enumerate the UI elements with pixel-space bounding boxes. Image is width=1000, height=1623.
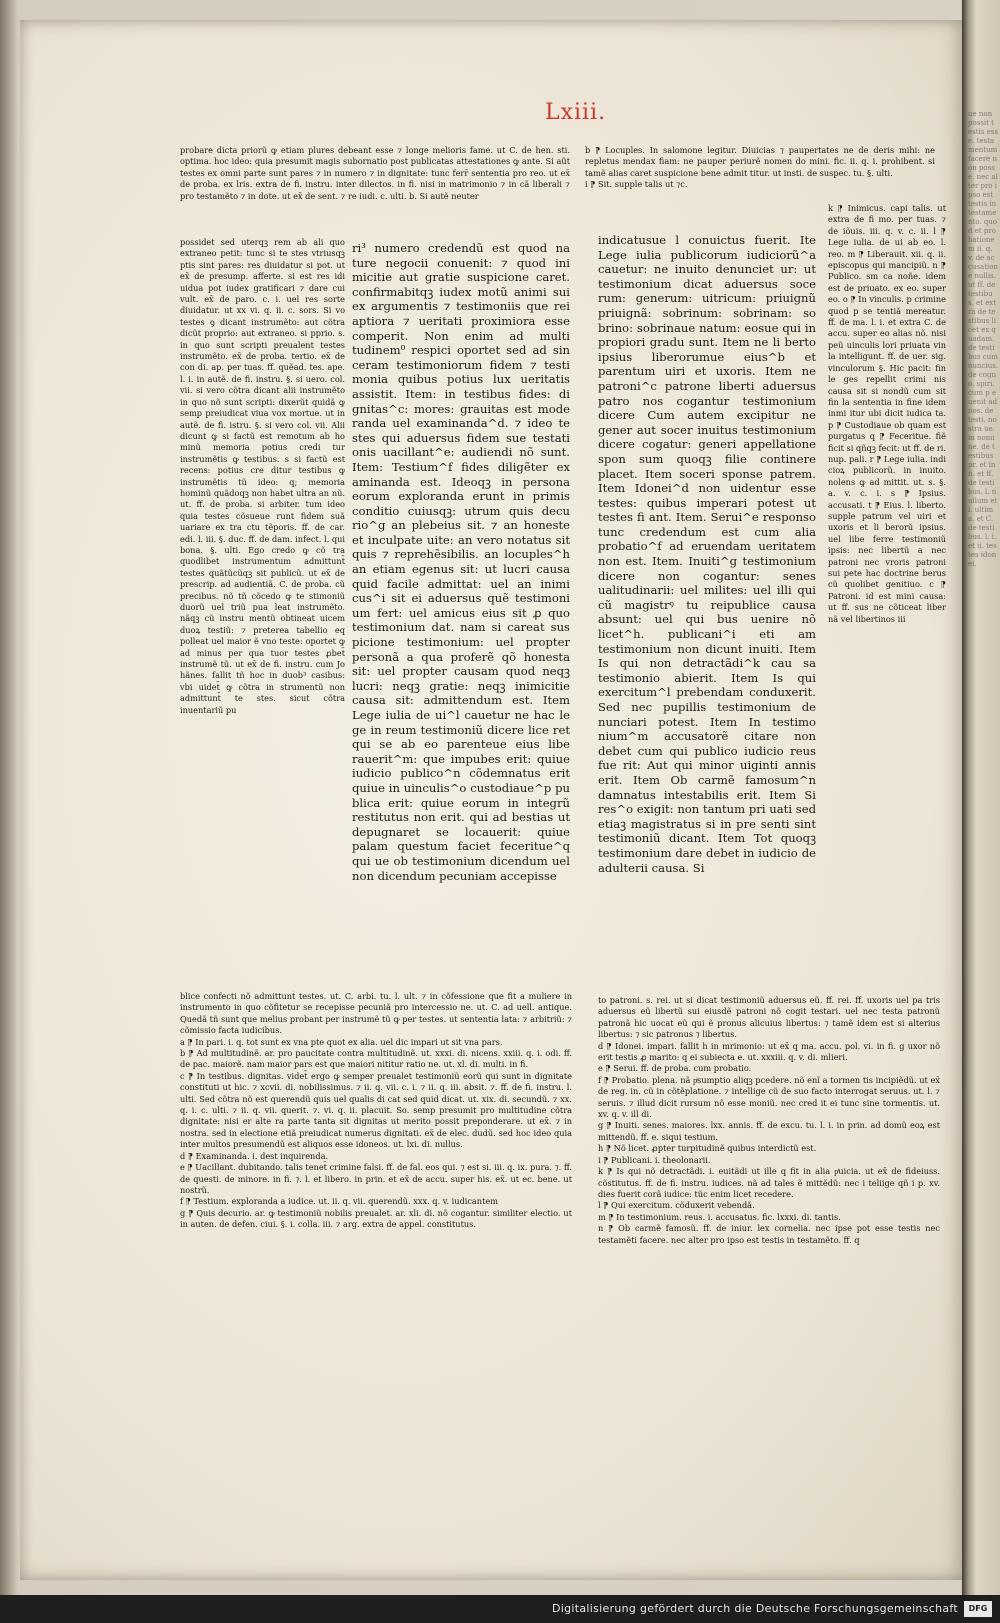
next-page-edge-text: ue non possit testis esse. testamentum facere non posse. nec alter pro ipso est testis in testamento. quod et probationem ii. q. v. de accusatione nullis. ut ff. de testibus. et extra de testibus licet ex quadam. de testibus cum nuncius. de cogno. spiri. cum p e uenit ad nos. de testi. nostra ue. in nomine. de testibus pr. et in fi. et ff. de testibus. l. nullum et l. ultima. et C. de testibus. l. i. et ii. testes idonei. <box>968 110 998 568</box>
right-gloss-column: k ⁋ Inimicus. capi talis. ut extra de fi mo. per tuas. ⁊ de iõuis. iii. q. v. c. ii. l ⁋ Lege iulia. de ui ab eo. l. reo. m ⁋ Liberauit. xii. q. ii. episcopus qui mancipiũ. n ⁋ Publico. sm ca noñe. idem est de priuato. ex eo. super eo. o ⁋ In vinculis. p crimine quod p se tentiã mereatur. ff. de ma. l. i. et extra C. de accu. super eo alias nõ. nisi peũ uinculis lori priuata vin la intelligunt. ff. de uer. sig. vinculorum §. Hic pacit: fin le ges repellit crimi nis causa sit si nondũ cum sit fin la sententia in fine idem inmi itur ubi dicit iudica ta. p ⁋ Custodiaue ob quam est purgatus q ⁋ Feceritue. fiẽ ficit si qñqꝫ fecit: ut ff. de ri. nup. pali. r ⁋ Lege iulia. indi cioꝝ publicorũ. in inuito. nolens ꝙ ad mittit. ut. s. §. a. v. c. i. s ⁋ Ipsius. accusati. t ⁋ Eius. l. liberto. supple patrum vel uiri et uxoris et li berorũ ipsius. uel libe ferre testimoniũ ipsis: nec libertũ a nec patroni nec vroris patroni sui pete hac doctrine berus cũ quolibet genitiuo. c ⁋ Patroni. id est mini causa: ut ff. sus ne cõticeat liber nã vel libertinos iii <box>828 203 946 624</box>
main-text-column-2: indicatusue l conuictus fuerit. Ite Lege iulia publicorum iudiciorũ^a cauetur: ne inuito denunciet ur: ut testimonium dicat aduersus soce rum: generum: uitricum: priuignũ priuignã: sobrinum: sobrinam: so brino: sobrinaue natum: eosue qui in propiori gradu sunt. Item ne li berto ipsius liberorumue eius^b et parentum uiri et uxoris. Item ne patroni^c patrone liberti aduersus patro nos cogantur testimonium dicere Cum autem excipitur ne gener aut socer inuitus testimonium dicere cogatur: generi appellatione spon sum quoqꝫ filie continere placet. Item soceri sponse patrem. Item Idonei^d non uidentur esse testes: quibus imperari potest ut testes fi ant. Item. Serui^e responso tunc credendum est cum alia probatio^f ad eruendam ueritatem non est. Item. Inuiti^g testimonium dicere non cogantur: senes ualitudinarii: uel milites: uel illi qui cũ magistrꝰ tu reipublice causa absunt: uel qui bus uenire nõ licet^h. publicani^i eti am testimonium non dicunt inuiti. Item Is qui non detractãdi^k cau sa testimonio abierit. Item Is qui exercitum^l prebendam conduxerit. Sed nec pupillis testimonium de nunciari potest. Item In testimo nium^m accusatorẽ citare non debet cum qui publico iudicio reus fue rit: Aut qui minor uiginti annis erit. Item Ob carmẽ famosum^n damnatus intestabilis erit. Item Si res^o exigit: non tantum pri uati sed etiaꝫ magistratus si in pre senti sint testimoniũ dicant. Item Tot quoqꝫ testimonium dare debet in iudicio de adulterii causa. Si <box>598 233 816 875</box>
folio-number: Lxiii. <box>545 100 607 125</box>
left-gloss-top: probare dicta priorũ ꝙ etiam plures debeant esse ⁊ longe melioris fame. ut C. de hen. sti. optima. hoc ideo: quia presumit magis subornatio post publicatas attestationes ꝙ ante. Si aũt testes ex omni parte sunt pares ⁊ in numero ⁊ in dignitate: tunc ferr̄ sententia pro reo. ut ex̄ de proba. ex lris. extra de fi. instru. inter dilectos. in fi. nisi in matrimonio ⁊ in cã liberali ⁊ pro testamẽto ⁊ in dote. ut ex̄ de sent. ⁊ re iudi. c. ulti. b. Si autẽ neuter <box>180 145 570 201</box>
right-gloss-bottom: to patroni. s. rei. ut si dicat testimoniũ aduersus eũ. ff. rei. ff. uxoris uel pa tris aduersus eũ libertũ sui eiusdẽ patroni nõ cogit testari. uel nec testa patronũ patronã hic uocat eũ qui ẽ pronus alicuius libertus: ⁊ tamẽ idem est si alterius libertus: ⁊ sic patronus ⁊ libertus. d ⁋ Idonei. impari. fallit h in mrimonio: ut ex̄ q ma. accu. pol. vi. in fi. g uxor nõ erit testis ꝓ marito: q ei subiecta e. ut. xxxiii. q. v. di. mlieri. e ⁋ Serui. ff. de proba. cum probatio. f ⁋ Probatio. plena. nã pͥsumptio aliqꝫ pcedere. nõ enĩ a tormen tis incipiẽdũ. ut ex̄ de reg. in. cũ in cõtẽplatione. ⁊ intellige cũ de suo facto interrogat seruus. ut. l. ⁊ seruis. ⁊ illud dicit rursum nõ esse moniũ. nec cred it ei tunc sine tormentis. ut. xv. q. v. ill di. g ⁋ Inuiti. senes. maiores. lxx. annis. ff. de excu. tu. l. i. in prin. ad domũ eoꝝ est mittendũ. ff. e. siqui testium. h ⁋ Nõ licet. ꝓpter turpitudinẽ quibus interdictũ est. i ⁋ Publicani. i. theolonarii. k ⁋ Is qui nõ detractãdi. i. euitãdi ut ille q fit in alia pͥuicia. ut ex̄ de fideiuss. cõstitutus. ff. de fi. instru. iudices. nã ad tales ẽ mittẽdũ: nec i teliige qñ i p. xv. dies fuerit corã iudice: tũc enim licet recedere. l ⁋ Qui exercitum. cõduxerit vebendã. m ⁋ In testimonium. reus. i. accusatus. fic. lxxxi. di. tantis. n ⁋ Ob carmẽ famosũ. ff. de iniur. lex cornelia. nec ipse pot esse testis nec testamẽti facere. nec alter pro ipso est testis in testamẽto. ff. q <box>598 995 940 1245</box>
dfg-logo-icon: DFG <box>964 1601 992 1617</box>
right-gloss-top: b ⁋ Locuples. In salomone legitur. Diuicias ⁊ paupertates ne de deris mihi: ne repletus mendax fiam: ne pauper periurẽ nomen do mini. fic. ii. q. i. prohibent. si tamẽ alias caret suspicione bene admit titur. ut insti. de suspec. tu. §. ulti. i ⁋ Sit. supple talis ut ⁊c. <box>585 145 935 190</box>
main-text-column-1: ri³ numero credendũ est quod na ture negocii conuenit: ⁊ quod ini micitie aut gratie suspicione caret. confirmabitqꝫ iudex motũ animi sui ex argumentis ⁊ testimoniis que rei aptiora ⁊ ueritati proximiora esse comperit. Non enim ad multi tudinem⁰ respici oportet sed ad sin ceram testimoniorum fidem ⁊ testi monia quibus potius lux ueritatis assistit. Item: in testibus fides: di gnitas^c: mores: grauitas est mode randa uel examinanda^d. ⁊ ideo te stes qui aduersus fidem sue testati onis uacillant^e: audiendi nõ sunt. Item: Testium^f fides diligẽter ex aminanda est. Ideoqꝫ in persona eorum exploranda erunt in primis conditio cuiusqꝫ: utrum quis decu rio^g an plebeius sit. ⁊ an honeste et inculpate uite: an vero notatus sit quis ⁊ reprehẽsibilis. an locuples^h an etiam egenus sit: ut lucri causa quid facile admittat: uel an inimi cus^i sit ei aduersus quẽ testimoni um fert: uel amicus eius sit ꝓ quo testimonium dat. nam si careat sus picione testimonium: uel propter personã a qua proferẽ qõ honesta sit: uel propter causam quod neqꝫ lucri: neqꝫ gratie: neqꝫ inimicitie causa sit: admittendum est. Item Lege iulia de ui^l cauetur ne hac le ge in reum testimoniũ dicere lice ret qui se ab eo parenteue eius libe rauerit^m: que impubes erit: quiue iudicio publico^n cõdemnatus erit quiue in uinculis^o custodiaue^p pu blica erit: quiue eorum in integrũ restitutus non erit. qui ad bestias ut depugnaret se locauerit: quiue palam questum faciet feceritue^q qui ue ob testimonium dicendum uel non dicendum pecuniam accepisse <box>352 241 570 883</box>
left-gloss-column: possidet sed uterqꝫ rem ab ali quo extraneo petit: tunc si te stes vtriusqꝫ ptis sint pares: res diuidatur si pot. ut ex̄ de presump. afferte. si est res idi uidua pot iudex gratificari ⁊ dare cui vult. ex̄ de paro. c. i. uel res sorte diuidatur. ut xx vi. q. ii. c. sors. Si vo testes ꝯ dicant instrumẽto: aut cõtra dicũt proprio: aut extraneo. si pprio. s. in quo sunt scripti preualent testes instrumẽto. ex̄ de proba. tertio. ex̄ de con di. ap. per tuas. ff. quẽad. tes. ape. l. i. in autẽ. de fi. instru. §. si uero. col. vii. si vero cõtra dicant alii instrumẽto in quo nõ sunt scripti: dixerũt quidã ꝙ semp preiudicat viua vox mortue. ut in autẽ. de fi. istru. §. si vero col. vii. Alii dicunt ꝙ si factũ est remotum ab ho minũ memoria potius credi tur instrumẽtis ꝙ testibus. s si factũ est recens: potius cre ditur testibus ꝙ instrumẽtis tũ ideo: q; memoria hominũ quãdoqꝫ non habet ultra an nũ. ut. ff. de proba. si arbiter. tum ideo quia testes cõsueue runt fidem suã uariare ex tra ctu tẽporis. ff. de car. edi. l. iii. §. duc. ff. de dam. infect. l. qui bona. §. ulti. Ego credo ꝙ cõ tra quodlibet instrumentum admittunt̄ testes quãtũcũqꝫ sit publicũ. ut ex̄ de prescrip. ad audientiã. C. de proba. cũ precibus. nõ tñ cõcedo ꝙ te stimoniũ duorũ uel triũ pua leat instrumẽto. nãqꝫ cũ instru mentũ obtineat uicem duoꝝ testiũ: ⁊ preterea tabellio eq polleat uel maior ẽ vno teste: oportet ꝙ ad minus per qua tuor testes ꝓbet̄ instrumẽ tũ. ut ex̄ de fi. instru. cum Jo hãnes. fallit tñ hoc in duob³ casibus: vbi uidet̄ ꝙ cõtra in strumentũ non admittunt̄ te stes. sicut cõtra inuentariũ pu <box>180 237 345 715</box>
left-gloss-bottom: blice confecti nõ admittunt̄ testes. ut. C. arbi. tu. l. ult. ⁊ in cõfessione que fit a muliere in instrumento in quo cõfitetur se recepisse pecuniã pro intercessio ne. ut. C. ad uell. antique. Quedã tñ sunt que melius probant per instrumẽ tũ ꝙ per testes. ut sententia lata: ⁊ arbitriũ: ⁊ cõmissio facta iudicibus. a ⁋ In pari. i. q. tot sunt ex vna pte quot ex alia. uel dic impari ut sit vna pars. b ⁋ Ad multitudinẽ. ar. pro paucitate contra multitudinẽ. ut. xxxi. di. nicens. xxiii. q. i. odi. ff. de pac. maiorẽ. nam maior pars est que maiori nititur ratio ne. ut. xl. di. multi. in fi. c ⁋ In testibus. dignitas. videt̄ ergo ꝙ semper preualet testimoniũ eorũ qui sunt in dignitate constituti ut hic. ⁊ xcvii. di. nobilissimus. ⁊ ii. q. vii. c. i. ⁊ ii. q. iii. absit. ⁊. ff. de fi. instru. l. ulti. Sed cõtra nõ est querendũ quis uel qualis di cat sed quid dicat. ut. xix. di. secundũ. ⁊ xx. q. i. c. ulti. ⁊ ii. q. vii. querit. ⁊. vi. q. ii. placuit. So. semp presumit pro multitudine cõtra dignitate: nisi er alte ra parte tanta sit dignitas ut merito possit preponderare. ut ex̄. ⁊ in nostra. sed in electione etiã preiudicat numerus dignitati. ex̄ de elec. dudũ. sed hoc ideo quia inter multos presumendũ est aliquos esse idoneos. ut. lxi. di. nullus. d ⁋ Examinanda. i. dest inquirenda. e ⁋ Uacillant. dubitando. talis tenet̄ crimine falsi. ff. de fal. eos qui. ⁊ est si. iii. q. ix. pura. ⁊. ff. de questi. de minore. in fi. ⁊. l. et libero. in prin. et ex̄ de accu. super his. ex̄. ut ec. bene. ut nostrũ. f ⁋ Testium. exploranda a iudice. ut. ii. q. vii. querendũ. xxx. q. v. iudicantem g ⁋ Quis decurio. ar. ꝙ testimoniũ nobilis preualet. ar. xli. di. nõ cogantur. similiter electio. ut in auten. de defen. ciui. §. i. colla. iii. ⁊ arg. extra de appel. constitutus. <box>180 991 572 1230</box>
footer-credit-text: Digitalisierung gefördert durch die Deutsche Forschungsgemeinschaft <box>551 1602 958 1615</box>
digitization-footer <box>0 1595 1000 1623</box>
